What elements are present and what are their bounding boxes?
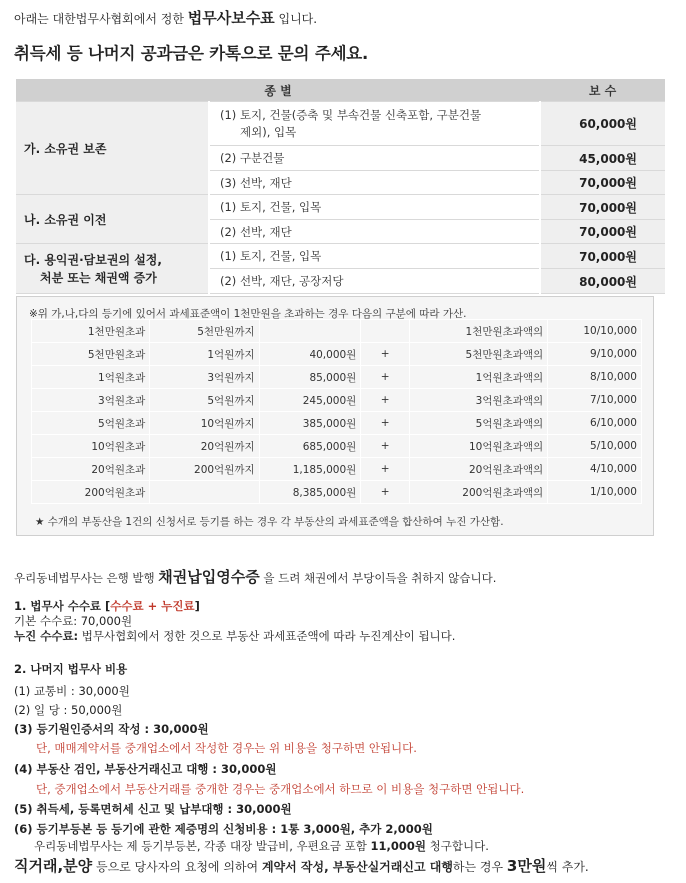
surcharge-cell: 3억원초과액의	[410, 389, 548, 412]
surcharge-table	[31, 319, 642, 504]
certificates-note	[34, 838, 489, 854]
base-fee: 기본 수수료: 70,000원	[14, 614, 133, 628]
surcharge-row	[32, 458, 642, 481]
surcharge-cell: 200억원초과	[32, 481, 150, 504]
fee-a1: 60,000원	[540, 102, 665, 146]
cost-inspection-note: 단, 중개업소에서 부동산거래를 중개한 경우는 중개업소에서 하므로 이 비용을 청구하면 안됩니다.	[36, 782, 525, 796]
item-a3: (3) 선박, 재단	[209, 171, 540, 195]
item-a1-line1: (1) 토지, 건물(증축 및 부속건물 신축포함, 구분건물	[220, 107, 482, 122]
cost-inspection: (4) 부동산 검인, 부동산거래신고 대행 : 30,000원	[14, 762, 277, 776]
surcharge-cell: 200억원까지	[150, 458, 259, 481]
star-note: ★ 수개의 부동산을 1건의 신청서로 등기를 하는 경우 각 부동산의 과세표준액을 합산하여 누진 가산함.	[35, 516, 504, 528]
surcharge-cell: 5억원까지	[150, 389, 259, 412]
fee-b2: 70,000원	[540, 220, 665, 244]
surcharge-cell: 685,000원	[259, 435, 361, 458]
category-c-line2: 처분 또는 채권액 증가	[40, 270, 157, 285]
last-extra-fee: 3만원	[506, 857, 547, 875]
surcharge-cell: 10/10,000	[548, 320, 642, 343]
last-b: 등으로 당사자의 요청에 의하여	[92, 860, 262, 874]
item-c1: (1) 토지, 건물, 입목	[209, 244, 540, 269]
surcharge-cell: 1억원초과	[32, 366, 150, 389]
header-kind: 종 별	[16, 79, 540, 102]
surcharge-note: ※위 가,나,다의 등기에 있어서 과세표준액이 1천만원을 초과하는 경우 다음의 구분에 따라 가산.	[29, 308, 467, 320]
surcharge-cell: 7/10,000	[548, 389, 642, 412]
bond-receipt: 채권납입영수증	[158, 568, 260, 586]
certificates-amount: 11,000원	[370, 839, 426, 853]
surcharge-cell: 1/10,000	[548, 481, 642, 504]
surcharge-cell	[361, 320, 410, 343]
fee-c2: 80,000원	[540, 269, 665, 294]
surcharge-cell: 1천만원초과액의	[410, 320, 548, 343]
category-b: 나. 소유권 이전	[16, 195, 209, 244]
category-c-line1: 다. 용익권·담보권의 설정,	[24, 252, 162, 267]
intro-text	[14, 7, 317, 28]
section2-title: 2. 나머지 법무사 비용	[14, 662, 128, 676]
surcharge-row	[32, 412, 642, 435]
progressive-fee	[14, 628, 455, 644]
cost-daily: (2) 일 당 : 50,000원	[14, 703, 123, 717]
item-c2: (2) 선박, 재단, 공장저당	[209, 269, 540, 294]
surcharge-cell: 1천만원초과	[32, 320, 150, 343]
category-a: 가. 소유권 보존	[16, 102, 209, 195]
last-d: 하는 경우	[452, 860, 507, 874]
cost-tax-filing: (5) 취득세, 등록면허세 신고 및 납부대행 : 30,000원	[14, 802, 292, 816]
section1-title-end: ]	[194, 599, 200, 613]
surcharge-cell: 8,385,000원	[259, 481, 361, 504]
surcharge-row	[32, 320, 642, 343]
surcharge-cell: 5천만원초과	[32, 343, 150, 366]
surcharge-cell: 1억원까지	[150, 343, 259, 366]
surcharge-cell: +	[361, 435, 410, 458]
section1-title-red: 수수료 + 누진료	[110, 599, 195, 613]
surcharge-row	[32, 343, 642, 366]
surcharge-cell: 1억원초과액의	[410, 366, 548, 389]
certificates-note-prefix: 우리동네법무사는 제 등기부등본, 각종 대장 발급비, 우편요금 포함	[34, 839, 371, 853]
cost-transport: (1) 교통비 : 30,000원	[14, 684, 130, 698]
surcharge-cell: 5/10,000	[548, 435, 642, 458]
surcharge-cell: 5천만원까지	[150, 320, 259, 343]
surcharge-cell: 10억원초과액의	[410, 435, 548, 458]
surcharge-cell: 1,185,000원	[259, 458, 361, 481]
surcharge-cell: 3억원까지	[150, 366, 259, 389]
bond-prefix: 우리동네법무사는 은행 발행	[14, 571, 159, 585]
surcharge-cell: 20억원초과	[32, 458, 150, 481]
surcharge-cell: 385,000원	[259, 412, 361, 435]
fee-table	[16, 79, 665, 294]
surcharge-cell: 40,000원	[259, 343, 361, 366]
fee-c1: 70,000원	[540, 244, 665, 269]
item-b1: (1) 토지, 건물, 입목	[209, 195, 540, 220]
item-a1-line2: 제외), 입목	[240, 124, 297, 139]
surcharge-cell: +	[361, 458, 410, 481]
surcharge-row	[32, 481, 642, 504]
surcharge-cell: 200억원초과액의	[410, 481, 548, 504]
certificates-note-suffix: 청구합니다.	[426, 839, 489, 853]
surcharge-box	[16, 296, 654, 536]
intro-suffix: 입니다.	[274, 12, 318, 26]
surcharge-cell: 85,000원	[259, 366, 361, 389]
surcharge-row	[32, 389, 642, 412]
headline: 취득세 등 나머지 공과금은 카톡으로 문의 주세요.	[14, 44, 369, 63]
surcharge-cell: 8/10,000	[548, 366, 642, 389]
surcharge-row	[32, 366, 642, 389]
surcharge-row	[32, 435, 642, 458]
surcharge-cell: 20억원초과액의	[410, 458, 548, 481]
surcharge-cell: 5천만원초과액의	[410, 343, 548, 366]
fee-table-wrapper	[16, 79, 665, 294]
progressive-text: 법무사협회에서 정한 것으로 부동산 과세표준액에 따라 누진계산이 됩니다.	[78, 629, 456, 643]
surcharge-cell: +	[361, 389, 410, 412]
last-notice	[14, 855, 589, 876]
surcharge-cell: +	[361, 481, 410, 504]
surcharge-cell: +	[361, 412, 410, 435]
surcharge-cell: 5억원초과액의	[410, 412, 548, 435]
surcharge-cell: 10억원까지	[150, 412, 259, 435]
header-fee: 보 수	[540, 79, 665, 102]
last-direct-trade: 직거래,분양	[14, 857, 93, 875]
bond-notice	[14, 566, 496, 587]
bond-suffix: 을 드려 채권에서 부당이득을 취하지 않습니다.	[259, 571, 497, 585]
category-c	[16, 244, 209, 294]
item-a2: (2) 구분건물	[209, 146, 540, 171]
surcharge-cell: 10억원초과	[32, 435, 150, 458]
surcharge-cell: +	[361, 366, 410, 389]
surcharge-cell: 9/10,000	[548, 343, 642, 366]
fee-a2: 45,000원	[540, 146, 665, 171]
surcharge-cell	[150, 481, 259, 504]
fee-a3: 70,000원	[540, 171, 665, 195]
intro-fee-schedule: 법무사보수표	[187, 9, 275, 27]
section1-title-text: 1. 법무사 수수료 [	[14, 599, 111, 613]
item-a1	[209, 102, 540, 146]
surcharge-cell: 20억원까지	[150, 435, 259, 458]
last-f: 씩 추가.	[546, 860, 589, 874]
item-b2: (2) 선박, 재단	[209, 220, 540, 244]
surcharge-cell: 5억원초과	[32, 412, 150, 435]
surcharge-cell: 6/10,000	[548, 412, 642, 435]
surcharge-cell: 3억원초과	[32, 389, 150, 412]
last-contract-service: 계약서 작성, 부동산실거래신고 대행	[261, 860, 453, 874]
surcharge-cell: +	[361, 343, 410, 366]
intro-prefix: 아래는 대한법무사협회에서 정한	[14, 12, 188, 26]
surcharge-cell	[259, 320, 361, 343]
cost-document-note: 단, 매매계약서를 중개업소에서 작성한 경우는 위 비용을 청구하면 안됩니다.	[36, 741, 417, 755]
surcharge-cell: 4/10,000	[548, 458, 642, 481]
progressive-label: 누진 수수료:	[14, 629, 79, 643]
fee-b1: 70,000원	[540, 195, 665, 220]
surcharge-cell: 245,000원	[259, 389, 361, 412]
cost-document: (3) 등기원인증서의 작성 : 30,000원	[14, 722, 209, 736]
section1-title	[14, 598, 200, 614]
cost-certificates: (6) 등기부등본 등 등기에 관한 제증명의 신청비용 : 1통 3,000원, 추가 2,000원	[14, 822, 433, 836]
